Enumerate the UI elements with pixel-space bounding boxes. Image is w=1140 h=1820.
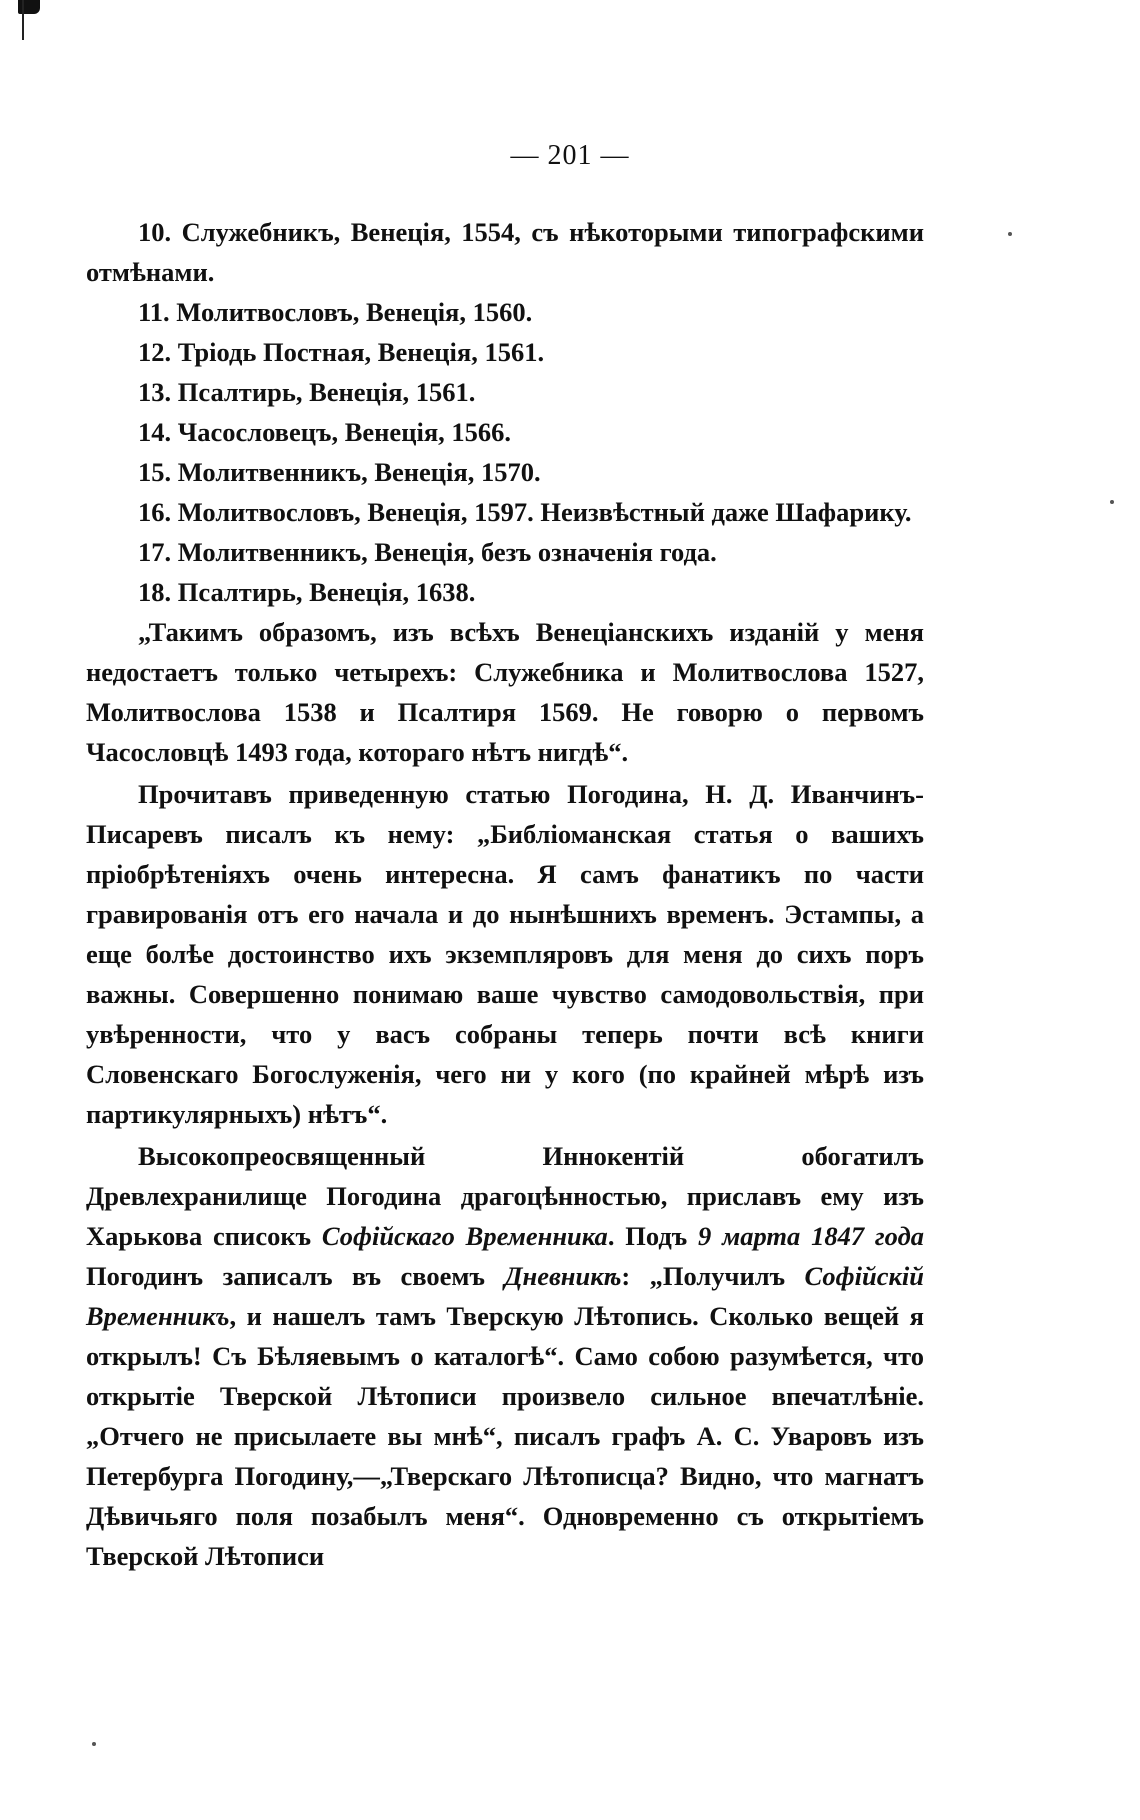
item-text: Псалтирь, Венеція, 1638. bbox=[177, 577, 476, 607]
list-item-12 bbox=[86, 332, 924, 372]
paragraph-ivanchin-pisarev: Прочитавъ приведенную статью Погодина, Н. Д. Иванчинъ-Писаревъ писалъ къ нему: „Библіоманская статья о вашихъ пріобрѣтеніяхъ очень интересна. Я самъ фанатикъ по части гравированія отъ его начала и до нынѣшнихъ временъ. Эстампы, а еще болѣе достоинство ихъ экземпляровъ для меня до сихъ поръ важны. Совершенно понимаю ваше чувство самодовольствія, при увѣренности, что у васъ собраны теперь почти всѣ книги Словенскаго Богослуженія, чего ни у кого (по крайней мѣрѣ изъ партикулярныхъ) нѣтъ“. bbox=[86, 779, 924, 1129]
list-item-11 bbox=[86, 292, 924, 332]
list-item-13 bbox=[86, 372, 924, 412]
list-item-17 bbox=[86, 532, 924, 572]
italic-title: Софійскаго Временника bbox=[321, 1221, 608, 1251]
item-number: 12. bbox=[138, 337, 172, 367]
text-run: Погодинъ записалъ въ своемъ bbox=[86, 1261, 505, 1291]
text-run: : „Получилъ bbox=[621, 1261, 805, 1291]
item-number: 11. bbox=[138, 297, 170, 327]
italic-diary: Дневникѣ bbox=[504, 1261, 622, 1291]
list-item-10 bbox=[86, 212, 924, 292]
page-number: — 201 — bbox=[510, 140, 630, 171]
text-run: . Подъ bbox=[607, 1221, 699, 1251]
list-item-15 bbox=[86, 452, 924, 492]
item-number: 10. bbox=[138, 217, 172, 247]
text-run: Высокопреосвященный Иннокентій обогатилъ Древлехранилище Погодина драгоцѣнностью, приславъ ему изъ Харькова списокъ bbox=[86, 1141, 924, 1251]
paragraph-quote-venetian: „Такимъ образомъ, изъ всѣхъ Венеціанскихъ изданій у меня недостаетъ только четырехъ: Служебника и Молитвослова 1527, Молитвослова 1538 и Псалтиря 1569. Не говорю о первомъ Часословцѣ 1493 года, котораго нѣтъ нигдѣ“. bbox=[86, 617, 924, 767]
item-text: Молитвенникъ, Венеція, 1570. bbox=[177, 457, 541, 487]
list-item-16 bbox=[86, 492, 924, 532]
item-text: Молитвословъ, Венеція, 1597. Неизвѣстный даже Шафарику. bbox=[177, 497, 912, 527]
item-text: Молитвословъ, Венеція, 1560. bbox=[176, 297, 533, 327]
scan-speck bbox=[92, 1742, 96, 1746]
item-number: 14. bbox=[138, 417, 172, 447]
item-text: Служебникъ, Венеція, 1554, съ нѣкоторыми типографскими отмѣнами. bbox=[86, 217, 925, 287]
scan-speck bbox=[1008, 232, 1012, 236]
item-number: 18. bbox=[138, 577, 172, 607]
item-number: 15. bbox=[138, 457, 172, 487]
scan-edge-line bbox=[22, 0, 24, 40]
item-number: 16. bbox=[138, 497, 172, 527]
item-number: 17. bbox=[138, 537, 172, 567]
list-item-14 bbox=[86, 412, 924, 452]
italic-date: 9 марта 1847 года bbox=[698, 1221, 924, 1251]
item-text: Тріодь Постная, Венеція, 1561. bbox=[177, 337, 545, 367]
item-text: Молитвенникъ, Венеція, безъ означенія года. bbox=[177, 537, 717, 567]
page-body bbox=[86, 212, 924, 1576]
list-item-18 bbox=[86, 572, 924, 612]
text-run: , и нашелъ тамъ Тверскую Лѣтопись. Сколько вещей я открылъ! Съ Бѣляевымъ о каталогѣ“. Само собою разумѣется, что открытіе Тверской Лѣтописи произвело сильное впечатлѣніе. „Отчего не присылаете вы мнѣ“, писалъ графъ А. С. Уваровъ изъ Петербурга Погодину,—„Тверскаго Лѣтописца? Видно, что магнатъ Дѣвичьяго поля позабылъ меня“. Одновременно съ открытіемъ Тверской Лѣтописи bbox=[86, 1301, 924, 1571]
item-number: 13. bbox=[138, 377, 172, 407]
italic-title: Софійскій Временникъ bbox=[86, 1261, 924, 1331]
paragraph-innokentiy bbox=[86, 1136, 924, 1576]
scan-speck bbox=[1110, 500, 1114, 504]
item-text: Псалтирь, Венеція, 1561. bbox=[177, 377, 476, 407]
item-text: Часословецъ, Венеція, 1566. bbox=[177, 417, 512, 447]
